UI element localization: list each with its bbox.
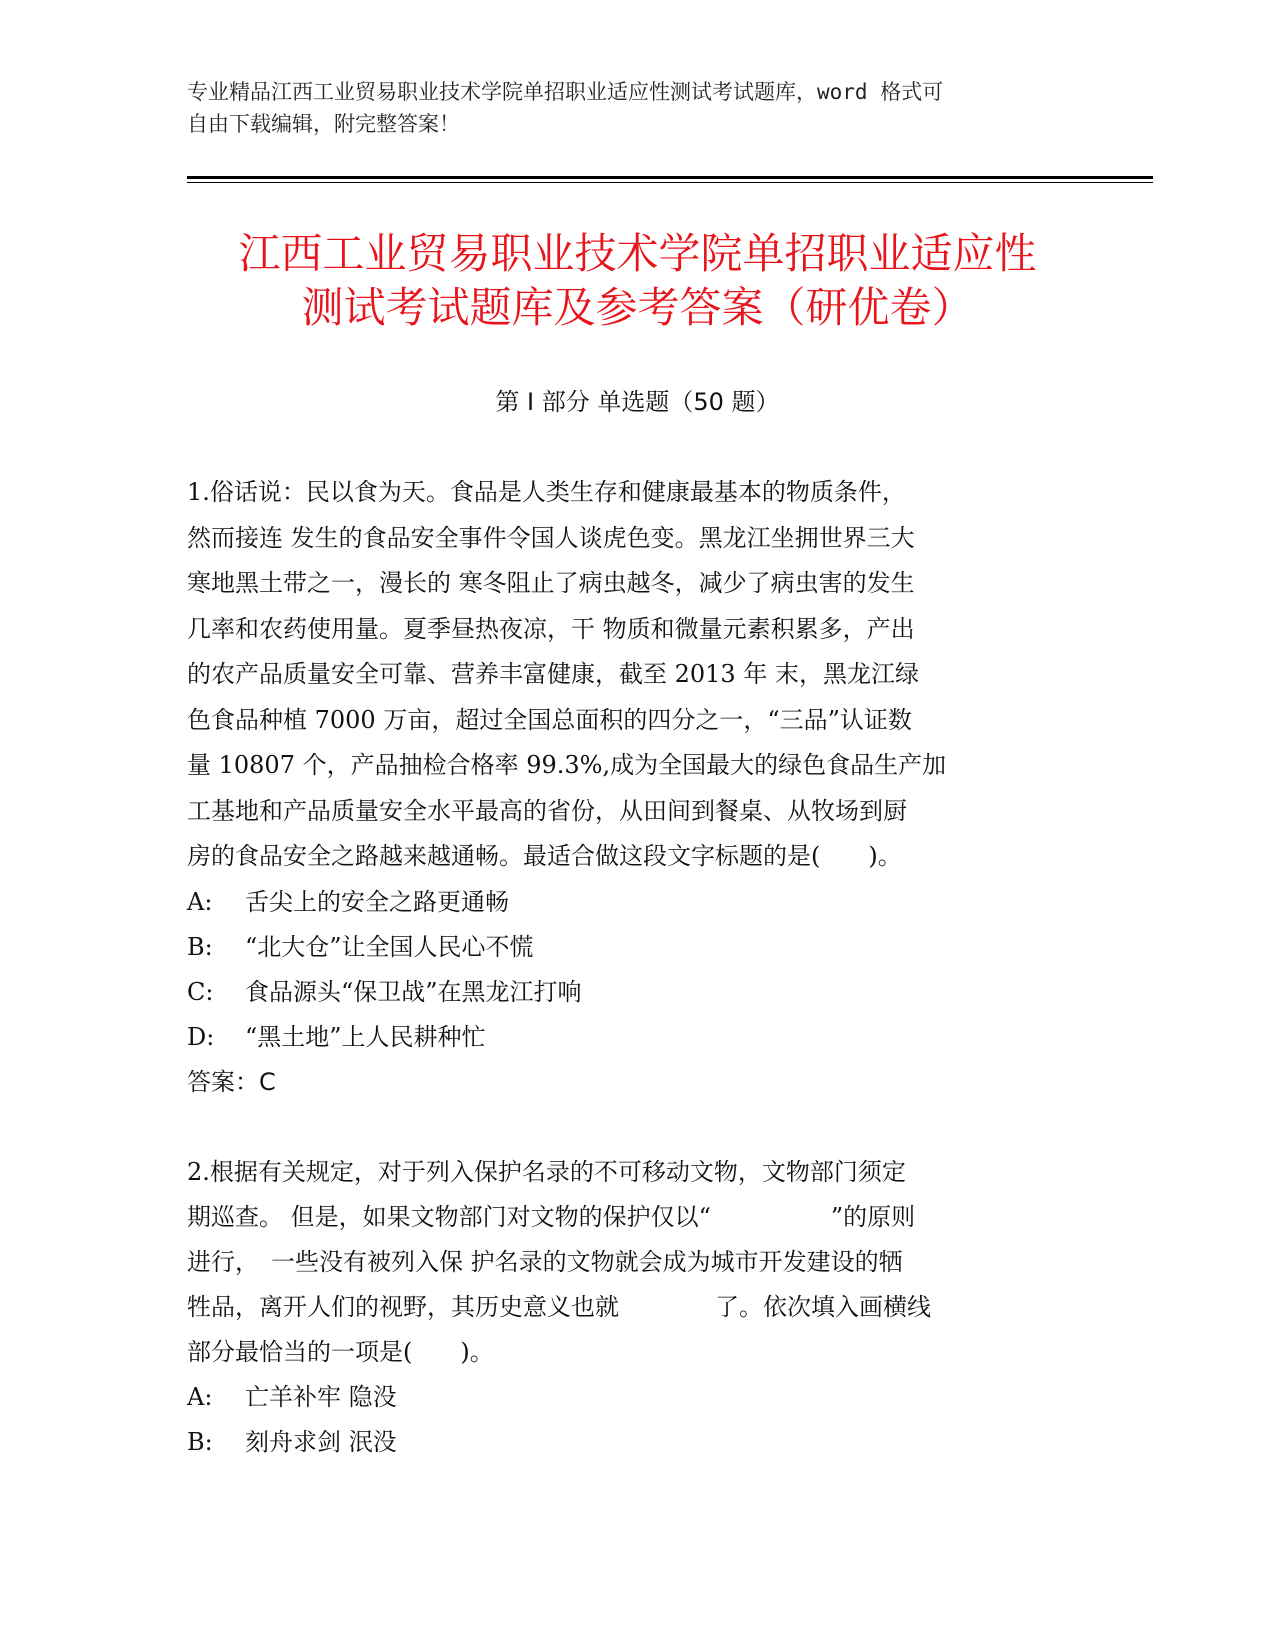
- question-stem-line: 量 10807 个，产品抽检合格率 99.3%,成为全国最大的绿色食品生产加: [187, 751, 947, 779]
- question-stem-line: 进行， 一些没有被列入保 护名录的文物就会成为城市开发建设的牺: [187, 1248, 903, 1276]
- question-stem-line: 然而接连 发生的食品安全事件令国人谈虎色变。黑龙江坐拥世界三大: [187, 523, 915, 552]
- header-note-line-2: 自由下载编辑，附完整答案！: [187, 112, 460, 136]
- question-stem-line: 牲品，离开人们的视野，其历史意义也就 了。依次填入画横线: [187, 1293, 931, 1321]
- option-a: [187, 880, 1087, 925]
- question-stem-line: 几率和农药使用量。夏季昼热夜凉，干 物质和微量元素积累多，产出: [187, 614, 915, 643]
- question-2: [187, 1150, 1087, 1465]
- option-a: [187, 1375, 1087, 1420]
- option-b: [187, 1420, 1087, 1465]
- question-stem-line: 部分最恰当的一项是( )。: [187, 1338, 494, 1366]
- option-letter: C:: [187, 977, 214, 1006]
- question-stem-line: 工基地和产品质量安全水平最高的省份，从田间到餐桌、从牧场到厨: [187, 796, 907, 825]
- header-divider-thick: [187, 176, 1153, 179]
- question-stem-line: 色食品种植 7000 万亩，超过全国总面积的四分之一，“三品”认证数: [187, 705, 912, 734]
- option-text: “北大仓”让全国人民心不慌: [245, 932, 534, 961]
- question-stem-line: 寒地黑土带之一，漫长的 寒冬阻止了病虫越冬，减少了病虫害的发生: [187, 569, 915, 597]
- question-1: [187, 470, 1087, 1105]
- option-letter: D:: [187, 1022, 215, 1051]
- option-c: [187, 970, 1087, 1015]
- option-letter: A:: [187, 1383, 213, 1411]
- question-stem-line: 2.根据有关规定，对于列入保护名录的不可移动文物，文物部门须定: [187, 1158, 906, 1186]
- question-stem-line: 的农产品质量安全可靠、营养丰富健康，截至 2013 年 末，黑龙江绿: [187, 660, 919, 688]
- option-text: 舌尖上的安全之路更通畅: [245, 887, 509, 916]
- header-note-line-1: 专业精品江西工业贸易职业技术学院单招职业适应性测试考试题库，word 格式可: [187, 80, 944, 104]
- option-letter: B:: [187, 1428, 213, 1456]
- document-title: [0, 227, 1275, 335]
- option-text: 刻舟求剑 泯没: [245, 1428, 397, 1456]
- option-d: [187, 1015, 1087, 1060]
- answer-line: 答案：C: [187, 1067, 276, 1096]
- header-note: [187, 76, 1087, 140]
- question-stem-line: 期巡查。 但是，如果文物部门对文物的保护仅以“ ”的原则: [187, 1203, 916, 1231]
- header-divider-thin: [187, 182, 1153, 183]
- document-title-line-1: 江西工业贸易职业技术学院单招职业适应性: [238, 229, 1037, 278]
- option-letter: A:: [187, 887, 213, 916]
- option-text: 食品源头“保卫战”在黑龙江打响: [245, 977, 582, 1006]
- section-heading: 第 I 部分 单选题（50 题）: [495, 388, 780, 416]
- question-stem-line: 房的食品安全之路越来越通畅。最适合做这段文字标题的是( )。: [187, 842, 902, 870]
- option-letter: B:: [187, 932, 213, 961]
- option-text: 亡羊补牢 隐没: [245, 1383, 397, 1411]
- question-stem-line: 1.俗话说：民以食为天。食品是人类生存和健康最基本的物质条件，: [187, 478, 906, 506]
- document-title-line-2: 测试考试题库及参考答案（研优卷）: [301, 283, 974, 332]
- option-text: “黑土地”上人民耕种忙: [245, 1022, 486, 1051]
- option-b: [187, 925, 1087, 970]
